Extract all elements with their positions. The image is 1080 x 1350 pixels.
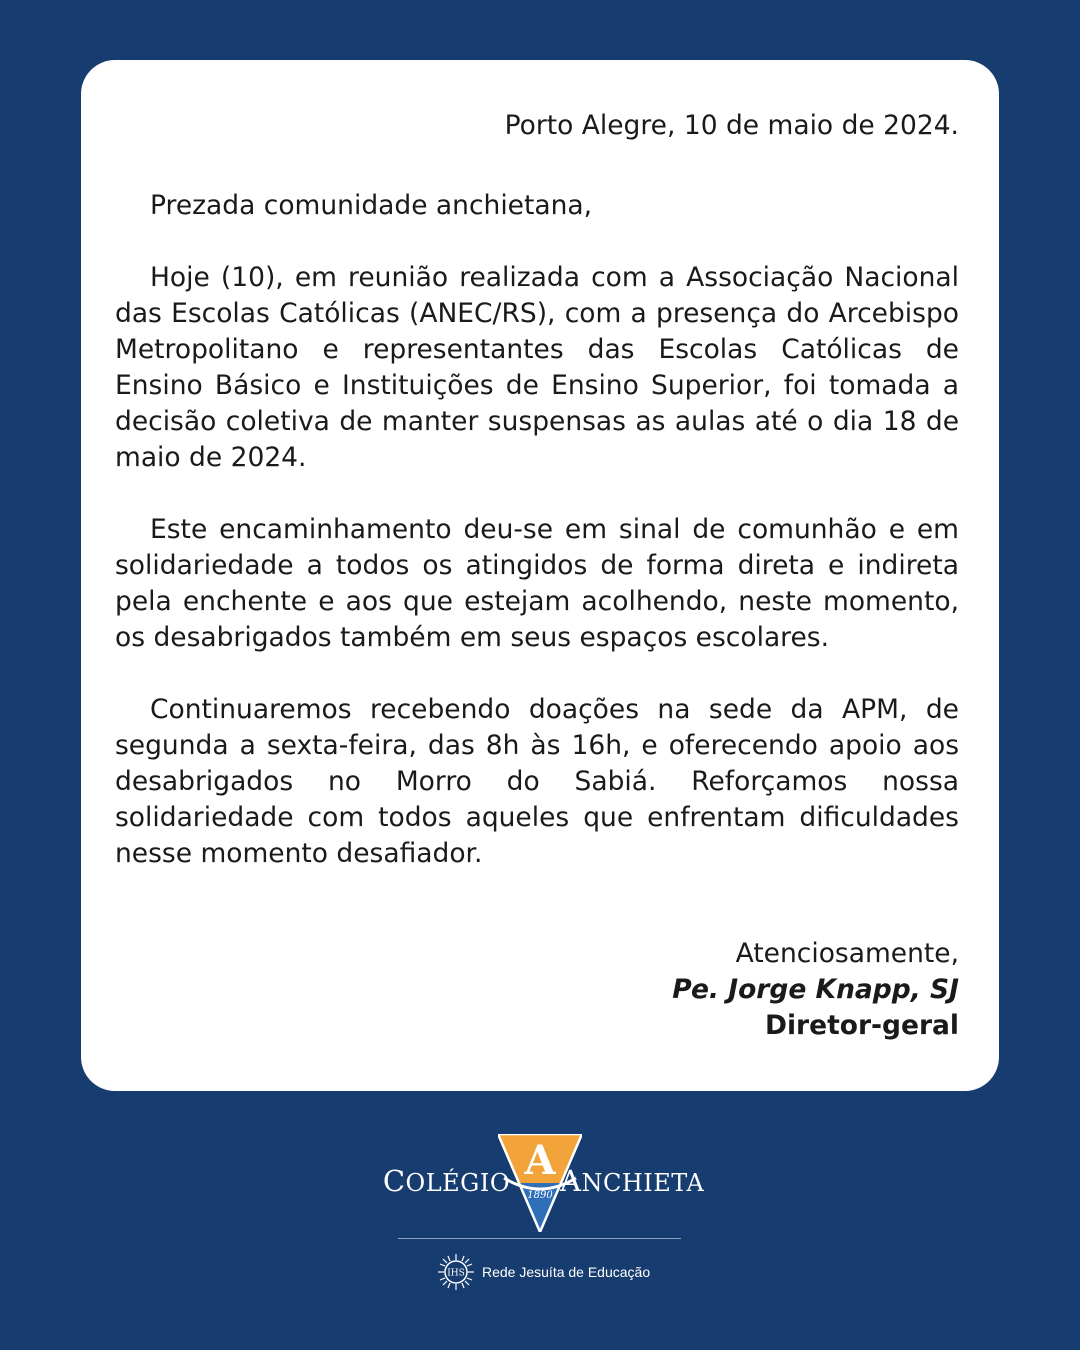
footer-divider xyxy=(398,1238,681,1239)
letter-body xyxy=(115,108,959,872)
signer-role: Diretor-geral xyxy=(764,1010,959,1041)
letter-paragraph: Hoje (10), em reunião realizada com a Associação Nacional das Escolas Católicas (ANEC/RS), com a presença do Arcebispo Metropolitano e representantes das Escolas Católicas de Ensino Básico e Instituições de Ensino Superior, foi tomada a decisão coletiva de manter suspensas as aulas até o dia 18 de maio de 2024. xyxy=(115,262,959,473)
seal-letters: IHS xyxy=(447,1268,465,1279)
school-logo xyxy=(0,1132,1080,1232)
letter-signature-block xyxy=(672,936,959,1044)
jesuit-seal-icon xyxy=(436,1252,476,1292)
emblem-year: 1890 xyxy=(527,1190,553,1201)
signer-name: Pe. Jorge Knapp, SJ xyxy=(672,974,959,1005)
network-brand xyxy=(436,1252,650,1292)
brand-left-text: COLÉGIO xyxy=(382,1164,510,1198)
network-label: Rede Jesuíta de Educação xyxy=(482,1264,651,1280)
letter-card xyxy=(81,60,999,1091)
letter-date: Porto Alegre, 10 de maio de 2024. xyxy=(504,110,959,141)
brand-right-text: ANCHIETA xyxy=(560,1164,705,1198)
letter-greeting: Prezada comunidade anchietana, xyxy=(150,190,593,221)
letter-closing: Atenciosamente, xyxy=(735,938,959,969)
emblem-letter: A xyxy=(524,1137,556,1184)
letter-paragraph: Continuaremos recebendo doações na sede da APM, de segunda a sexta-feira, das 8h às 16h, e oferecendo apoio aos desabrigados no Morro do Sabiá. Reforçamos nossa solidariedade com todos aqueles que enfrentam dificuldades nesse momento desafiador. xyxy=(115,694,959,869)
letter-paragraph: Este encaminhamento deu-se em sinal de comunhão e em solidariedade a todos os atingidos de forma direta e indireta pela enchente e aos que estejam acolhendo, neste momento, os desabrigados também em seus espaços escolares. xyxy=(115,514,959,653)
